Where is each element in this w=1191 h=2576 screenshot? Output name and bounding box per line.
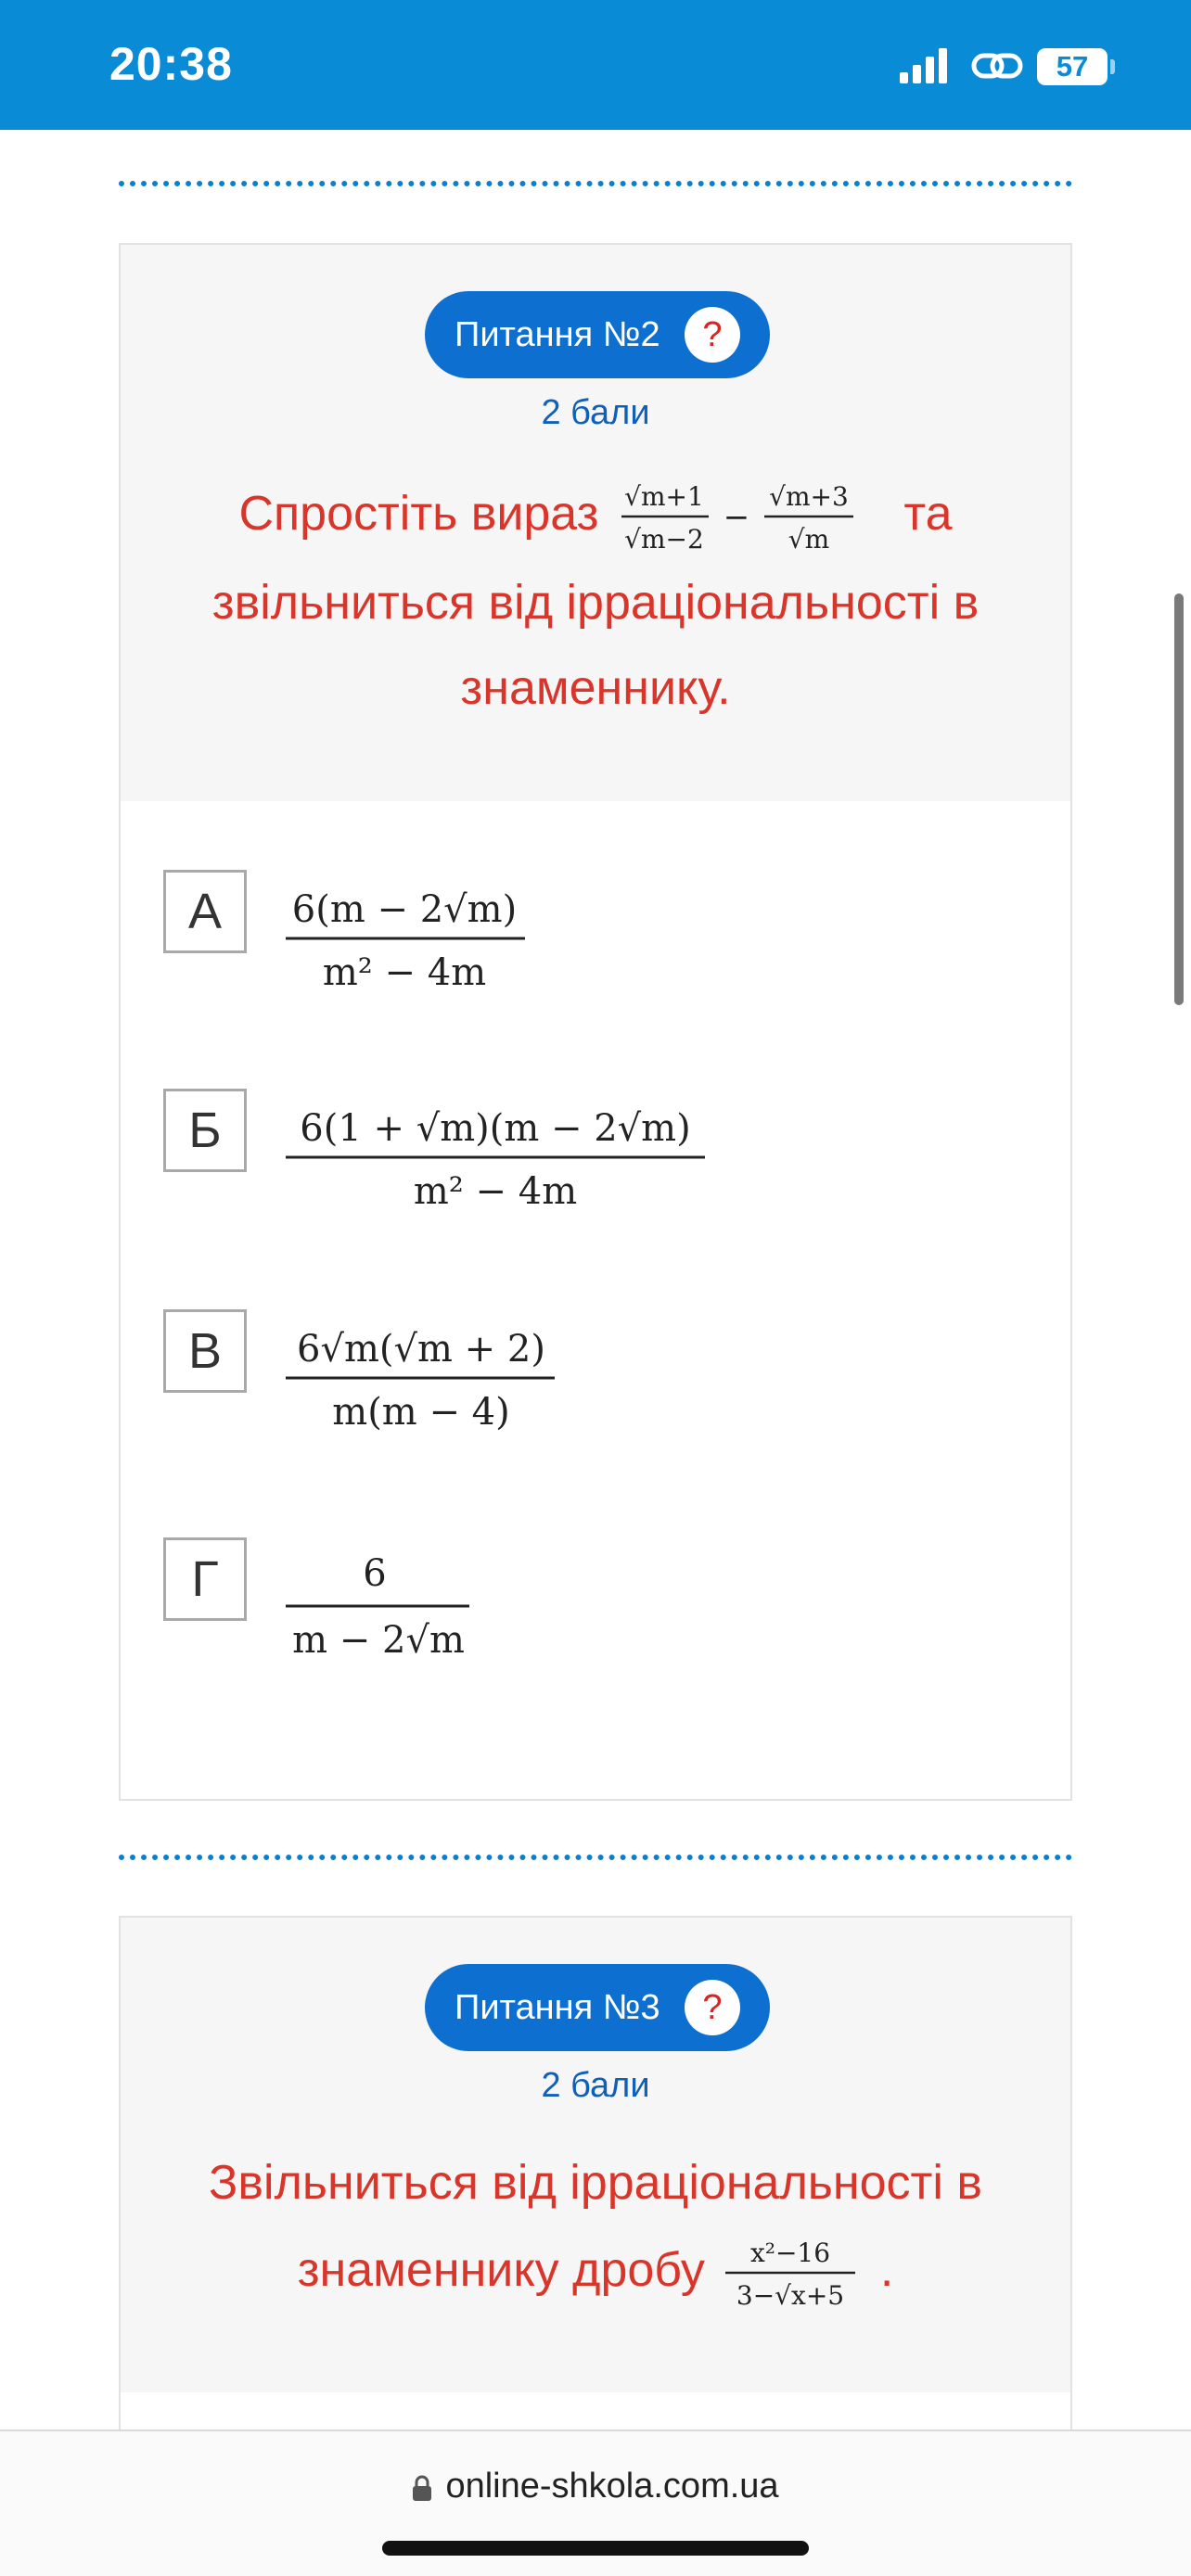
answer-option-g[interactable]: Г	[163, 1537, 247, 1621]
question-text-start: знаменнику дробу	[297, 2243, 705, 2297]
question-points: 2 бали	[541, 393, 650, 432]
dotted-separator	[119, 181, 1072, 186]
question-card-2	[119, 243, 1072, 1801]
option-v-denominator: m(m − 4)	[332, 1391, 510, 1434]
answer-formula-b	[282, 1094, 764, 1224]
question-text-line-1: Звільниться від ірраціональності в	[209, 2156, 982, 2210]
link-icon	[970, 43, 1026, 89]
question-number-badge	[425, 1964, 770, 2051]
question-number-badge	[425, 291, 770, 378]
answer-option-b[interactable]: Б	[163, 1089, 247, 1172]
expr-minus: −	[723, 499, 750, 537]
question-expression	[612, 470, 890, 563]
option-g-denominator: m − 2√m	[292, 1619, 465, 1662]
battery-tip	[1110, 59, 1115, 74]
page-scrollbar[interactable]	[1174, 593, 1184, 1005]
dotted-separator	[119, 1855, 1072, 1860]
browser-address-bar[interactable]	[0, 2429, 1191, 2576]
option-a-numerator: 6(m − 2√m)	[291, 888, 518, 931]
answer-formula-g	[282, 1543, 560, 1673]
status-bar	[0, 0, 1191, 130]
answer-option-a[interactable]: А	[163, 870, 247, 953]
expr-frac2-denominator: √m	[788, 524, 830, 555]
expr-frac1-numerator: √m+1	[624, 481, 704, 513]
question-number-label: Питання №2	[455, 315, 660, 354]
option-a-denominator: m² − 4m	[322, 951, 487, 994]
question-text-line-2: звільниться від ірраціональності в	[211, 576, 980, 630]
expr-numerator: x²−16	[750, 2238, 831, 2269]
question-text-line-3: знаменнику.	[460, 661, 731, 715]
status-time: 20:38	[109, 38, 233, 90]
signal-icon	[900, 48, 955, 85]
lock-icon	[412, 2474, 432, 2502]
question-text-end: .	[879, 2243, 894, 2297]
question-card-3	[119, 1916, 1072, 2435]
option-v-numerator: 6√m(√m + 2)	[297, 1328, 545, 1371]
answer-formula-v	[282, 1315, 579, 1445]
question-text-line-2	[121, 2224, 1070, 2316]
question-text-end: та	[903, 487, 953, 541]
home-indicator[interactable]	[382, 2541, 809, 2556]
question-header	[121, 1918, 1070, 2392]
url-field[interactable]	[0, 2467, 1191, 2506]
option-g-numerator: 6	[363, 1552, 387, 1595]
question-expression	[718, 2226, 866, 2319]
option-b-numerator: 6(1 + √m)(m − 2√m)	[300, 1107, 691, 1150]
answer-option-v[interactable]: В	[163, 1309, 247, 1393]
expr-frac2-numerator: √m+3	[769, 481, 849, 513]
expr-denominator: 3−√x+5	[736, 2280, 845, 2312]
question-help-icon[interactable]: ?	[685, 307, 740, 363]
question-header	[121, 245, 1070, 801]
option-b-denominator: m² − 4m	[413, 1170, 578, 1213]
question-points: 2 бали	[541, 2066, 650, 2105]
expr-frac1-denominator: √m−2	[624, 524, 704, 555]
question-number-label: Питання №3	[455, 1988, 660, 2027]
answer-formula-a	[282, 875, 560, 1005]
battery-icon: 57	[1037, 48, 1108, 85]
question-text-start: Спростіть вираз	[238, 487, 599, 541]
question-text-line-1	[121, 467, 1070, 560]
url-text: online-shkola.com.ua	[445, 2467, 779, 2506]
question-help-icon[interactable]: ?	[685, 1980, 740, 2035]
